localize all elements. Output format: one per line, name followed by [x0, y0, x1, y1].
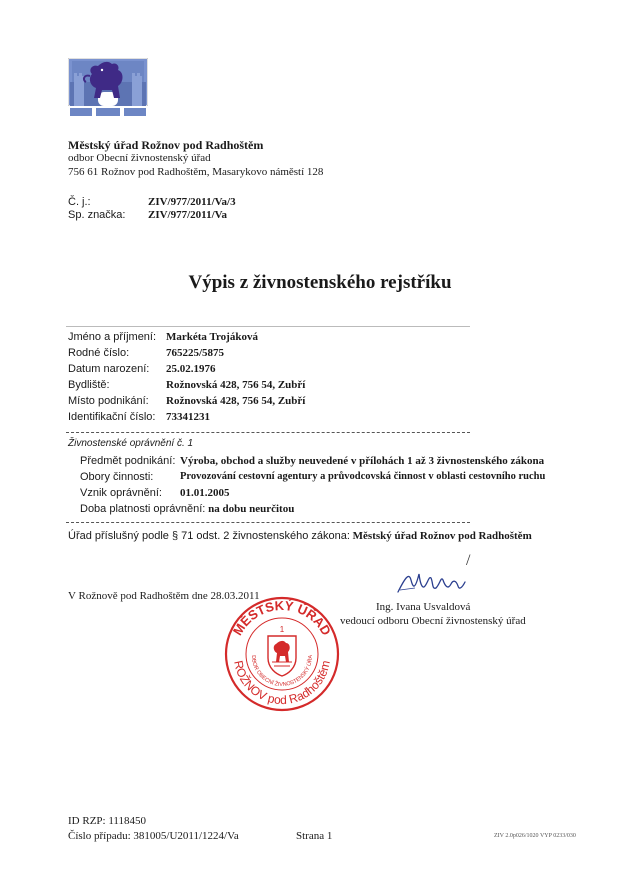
residence-label: Bydliště: — [68, 379, 110, 391]
signer-name: Ing. Ivana Usvaldová — [376, 601, 471, 613]
name-value: Markéta Trojáková — [166, 331, 258, 343]
residence-value: Rožnovská 428, 756 54, Zubří — [166, 379, 306, 391]
cj-label: Č. j.: — [68, 196, 91, 208]
divider-license — [66, 432, 470, 433]
issuer-address: 756 61 Rožnov pod Radhoštěm, Masarykovo náměstí 128 — [68, 166, 324, 178]
issuer-name: Městský úřad Rožnov pod Radhoštěm — [68, 138, 264, 152]
handwritten-slash: / — [466, 552, 471, 569]
stamp-top-text: MĚSTSKÝ ÚŘAD — [229, 597, 335, 638]
footer-page-number: Strana 1 — [296, 830, 333, 842]
footer-form-code: ZIV 2.0p026/1020 VYP 0233/030 — [494, 833, 576, 839]
validity-row — [80, 503, 294, 515]
competent-office-row — [68, 530, 532, 542]
competent-office-value: Městský úřad Rožnov pod Radhoštěm — [352, 530, 532, 542]
place-and-date: V Rožnově pod Radhoštěm dne 28.03.2011 — [68, 590, 260, 602]
birthdate-value: 25.02.1976 — [166, 363, 216, 375]
competent-office-label: Úřad příslušný podle § 71 odst. 2 živnostenského zákona: — [68, 530, 350, 542]
divider-top — [66, 326, 470, 327]
divider-bottom — [66, 522, 470, 523]
fields-label: Obory činnosti: — [80, 471, 154, 483]
stamp-number: 1 — [279, 625, 285, 634]
cj-value: ZIV/977/2011/Va/3 — [148, 196, 236, 208]
license-heading: Živnostenské oprávnění č. 1 — [68, 438, 194, 449]
handwritten-signature — [395, 568, 470, 598]
birthnum-value: 765225/5875 — [166, 347, 225, 359]
birthdate-label: Datum narození: — [68, 363, 150, 375]
issuer-department: odbor Obecní živnostenský úřad — [68, 152, 211, 164]
stamp-bottom-text: ROŽNOV pod Radhoštěm — [231, 659, 333, 708]
id-number-label: Identifikační číslo: — [68, 411, 156, 423]
document-title: Výpis z živnostenského rejstříku — [188, 272, 452, 293]
business-place-value: Rožnovská 428, 756 54, Zubří — [166, 395, 306, 407]
sp-label: Sp. značka: — [68, 209, 126, 221]
signer-role: vedoucí odboru Obecní živnostenský úřad — [340, 615, 526, 627]
birthnum-label: Rodné číslo: — [68, 347, 130, 359]
validity-label: Doba platnosti oprávnění: — [80, 503, 206, 515]
fields-value: Provozování cestovní agentury a průvodcovská činnost v oblasti cestovního ruchu — [180, 471, 546, 482]
subject-label: Předmět podnikání: — [80, 455, 176, 467]
footer-id-rzp: ID RZP: 1118450 — [68, 815, 147, 827]
sp-value: ZIV/977/2011/Va — [148, 209, 228, 221]
name-label: Jméno a příjmení: — [68, 331, 157, 343]
stamp-inner-text: DBOR OBECNÍ ŽIVNOSTENSKÝ ÚŘA — [249, 654, 315, 689]
subject-value: Výroba, obchod a služby neuvedené v přílohách 1 až 3 živnostenského zákona — [180, 455, 545, 467]
footer-case-number: Číslo případu: 381005/U2011/1224/Va — [68, 830, 239, 842]
origin-label: Vznik oprávnění: — [80, 487, 162, 499]
official-stamp — [222, 596, 342, 712]
origin-value: 01.01.2005 — [180, 487, 230, 499]
validity-value: na dobu neurčitou — [208, 503, 295, 515]
business-place-label: Místo podnikání: — [68, 395, 149, 407]
id-number-value: 73341231 — [166, 411, 210, 423]
coat-of-arms-logo — [68, 58, 148, 126]
